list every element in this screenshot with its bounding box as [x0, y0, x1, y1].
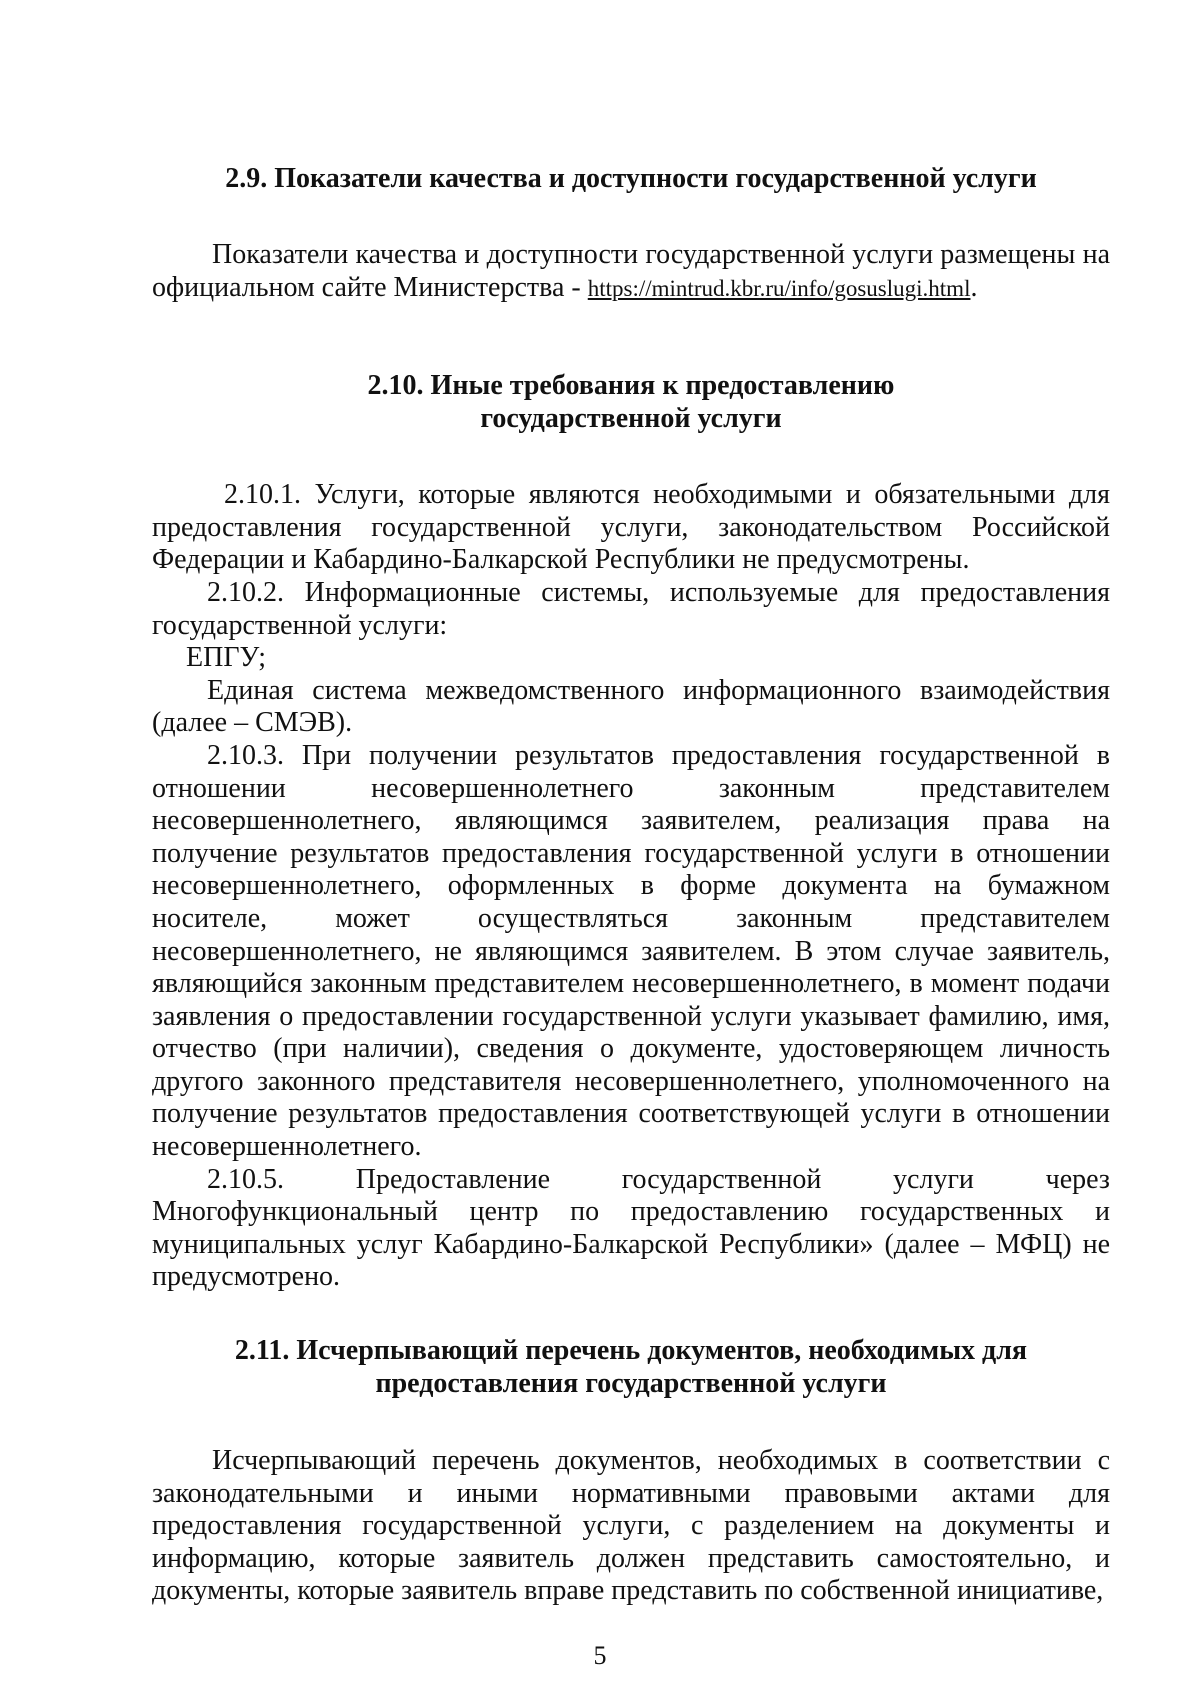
page-number: 5: [593, 1641, 607, 1670]
section-2-9-title: 2.9. Показатели качества и доступности государственной услуги: [225, 163, 1037, 194]
section-2-10-title-line1: 2.10. Иные требования к предоставлению: [367, 370, 895, 402]
clause-2-10-3: 2.10.3. При получении результатов предоставления государственной в отношении несовершеннолетнего законным представителем несовершеннолетнего, являющимся заявителем, реализация права на получение результатов предоставления государственной услуги в отношении несовершеннолетнего, оформленных в форме документа на бумажном носителе, может осуществляться законным представителем несовершеннолетнего, не являющимся заявителем. В этом случае заявитель, являющийся законным представителем несовершеннолетнего, в момент подачи заявления о предоставлении государственной услуги указывает фамилию, имя, отчество (при наличии), сведения о документе, удостоверяющем личность другого законного представителя несовершеннолетнего, уполномоченного на получение результатов предоставления соответствующей услуги в отношении несовершеннолетнего.: [152, 739, 1110, 1163]
section-2-11-title-line2: предоставления государственной услуги: [375, 1368, 887, 1400]
clause-2-10-5: 2.10.5. Предоставление государственной услуги через Многофункциональный центр по предоставлению государственных и муниципальных услуг Кабардино-Балкарской Республики» (далее – МФЦ) не предусмотрено.: [152, 1163, 1110, 1293]
clause-epgu-item: ЕПГУ;: [186, 642, 267, 674]
section-2-11-paragraph: Исчерпывающий перечень документов, необходимых в соответствии с законодательными и иными нормативными правовыми актами для предоставления государственной услуги, с разделением на документы и информацию, которые заявитель должен представить самостоятельно, и документы, которые заявитель вправе представить по собственной инициативе,: [152, 1445, 1110, 1607]
clause-2-10-2: 2.10.2. Информационные системы, используемые для предоставления государственной услуги:: [152, 576, 1110, 641]
page-content: [152, 158, 1110, 1608]
section-2-11-title-line1: 2.11. Исчерпывающий перечень документов, необходимых для: [234, 1335, 1028, 1367]
section-2-10-title: [152, 369, 1110, 435]
clause-2-10-1: 2.10.1. Услуги, которые являются необходимыми и обязательными для предоставления государственной услуги, законодательством Российской Федерации и Кабардино-Балкарской Республики не предусмотрены.: [152, 479, 1110, 576]
section-2-9-text: Показатели качества и доступности государственной услуги размещены на официальном сайте Министерства -: [152, 239, 1110, 303]
ministry-gosuslugi-link[interactable]: https://mintrud.kbr.ru/info/gosuslugi.html: [587, 275, 971, 301]
section-2-9-paragraph: [152, 239, 1110, 305]
section-2-11-title: [152, 1334, 1110, 1400]
section-2-10-title-line2: государственной услуги: [480, 403, 782, 435]
clause-smev-item: Единая система межведомственного информационного взаимодействия (далее – СМЭВ).: [152, 674, 1110, 739]
section-2-9-text-end: .: [970, 271, 978, 303]
